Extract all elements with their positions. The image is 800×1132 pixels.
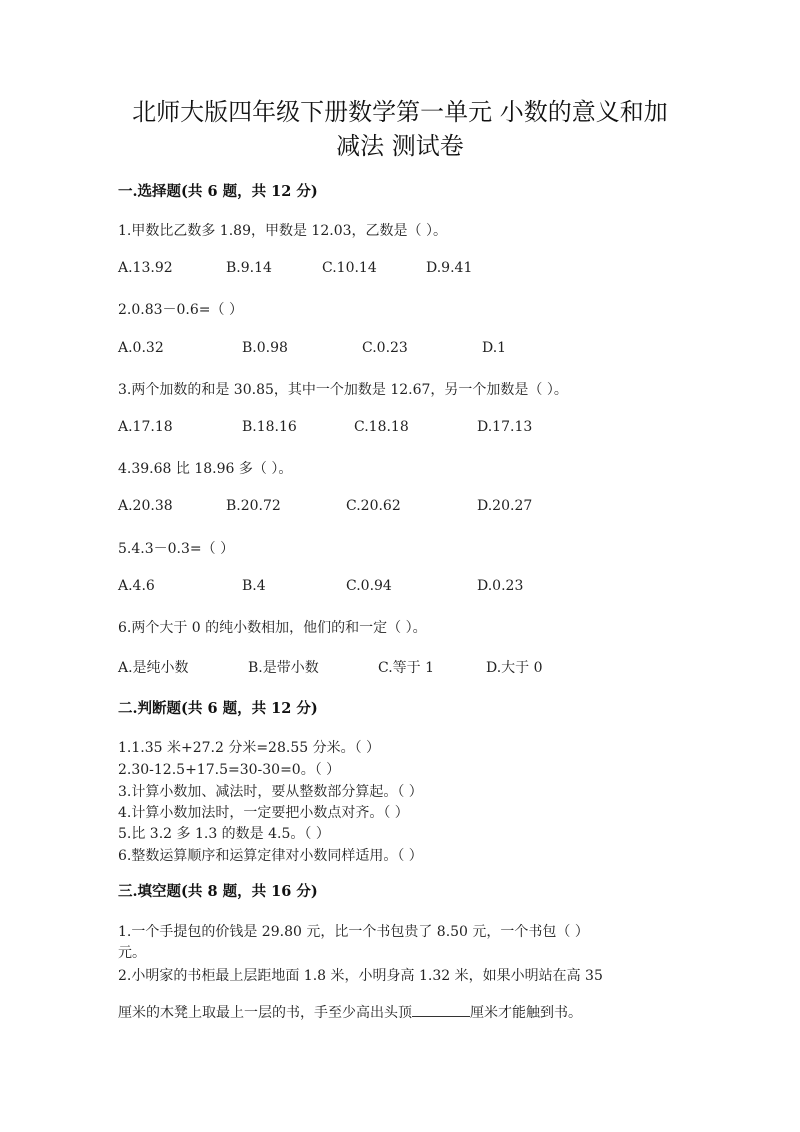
- section-heading-fill-blank: 三.填空题(共 8 题，共 16 分): [118, 883, 318, 900]
- question-4-option-c: C.20.62: [346, 498, 401, 514]
- question-2-option-d: D.1: [482, 340, 507, 356]
- question-6: 6.两个大于 0 的纯小数相加，他们的和一定（ ）。: [118, 620, 427, 636]
- fill-question-2-line1: 2.小明家的书柜最上层距地面 1.8 米，小明身高 1.32 米，如果小明站在高 35: [118, 968, 603, 984]
- judgment-item-1: 1.1.35 米+27.2 分米=28.55 分米。（ ）: [118, 740, 381, 756]
- page-title-line1: 北师大版四年级下册数学第一单元 小数的意义和加: [132, 98, 668, 126]
- question-6-option-a: A.是纯小数: [118, 660, 189, 676]
- fill-question-1-line1: 1.一个手提包的价钱是 29.80 元，比一个书包贵了 8.50 元，一个书包（ ）: [118, 924, 589, 940]
- question-2-option-b: B.0.98: [242, 340, 288, 356]
- fill-question-2-text-after: 厘米才能触到书。: [470, 1005, 582, 1021]
- judgment-item-3: 3.计算小数加、减法时，要从整数部分算起。（ ）: [118, 784, 423, 800]
- question-5-option-a: A.4.6: [118, 578, 155, 594]
- question-6-option-c: C.等于 1: [378, 660, 435, 676]
- judgment-item-2: 2.30-12.5+17.5=30-30=0。（ ）: [118, 762, 341, 778]
- question-1-option-d: D.9.41: [426, 260, 473, 276]
- question-3-option-a: A.17.18: [118, 419, 173, 435]
- question-6-option-d: D.大于 0: [486, 660, 543, 676]
- section-heading-choice: 一.选择题(共 6 题，共 12 分): [118, 183, 318, 200]
- answer-blank[interactable]: [412, 1002, 470, 1017]
- question-3-option-b: B.18.16: [242, 419, 297, 435]
- question-4-option-a: A.20.38: [118, 498, 173, 514]
- question-4: 4.39.68 比 18.96 多（ ）。: [118, 461, 293, 477]
- question-1: 1.甲数比乙数多 1.89，甲数是 12.03，乙数是（ ）。: [118, 223, 447, 239]
- question-6-option-b: B.是带小数: [248, 660, 319, 676]
- question-2-option-c: C.0.23: [362, 340, 408, 356]
- question-3-option-d: D.17.13: [477, 419, 533, 435]
- judgment-item-5: 5.比 3.2 多 1.3 的数是 4.5。（ ）: [118, 826, 330, 842]
- fill-question-1-line2: 元。: [118, 945, 146, 961]
- question-4-option-d: D.20.27: [477, 498, 533, 514]
- question-2: 2.0.83－0.6=（ ）: [118, 302, 243, 318]
- question-1-option-c: C.10.14: [322, 260, 377, 276]
- judgment-item-4: 4.计算小数加法时，一定要把小数点对齐。（ ）: [118, 805, 409, 821]
- fill-question-2-text-before: 厘米的木凳上取最上一层的书，手至少高出头顶: [118, 1005, 412, 1021]
- question-5-option-b: B.4: [242, 578, 266, 594]
- question-2-option-a: A.0.32: [118, 340, 164, 356]
- judgment-item-6: 6.整数运算顺序和运算定律对小数同样适用。（ ）: [118, 848, 423, 864]
- question-1-option-b: B.9.14: [226, 260, 272, 276]
- question-1-option-a: A.13.92: [118, 260, 173, 276]
- question-4-option-b: B.20.72: [226, 498, 281, 514]
- question-5: 5.4.3－0.3=（ ）: [118, 541, 235, 557]
- fill-question-2-line2: [118, 1002, 582, 1022]
- question-5-option-c: C.0.94: [346, 578, 392, 594]
- question-3-option-c: C.18.18: [354, 419, 409, 435]
- question-5-option-d: D.0.23: [477, 578, 524, 594]
- page-title-line2: 减法 测试卷: [336, 132, 464, 160]
- section-heading-judgment: 二.判断题(共 6 题，共 12 分): [118, 700, 318, 717]
- question-3: 3.两个加数的和是 30.85，其中一个加数是 12.67，另一个加数是（ ）。: [118, 382, 568, 398]
